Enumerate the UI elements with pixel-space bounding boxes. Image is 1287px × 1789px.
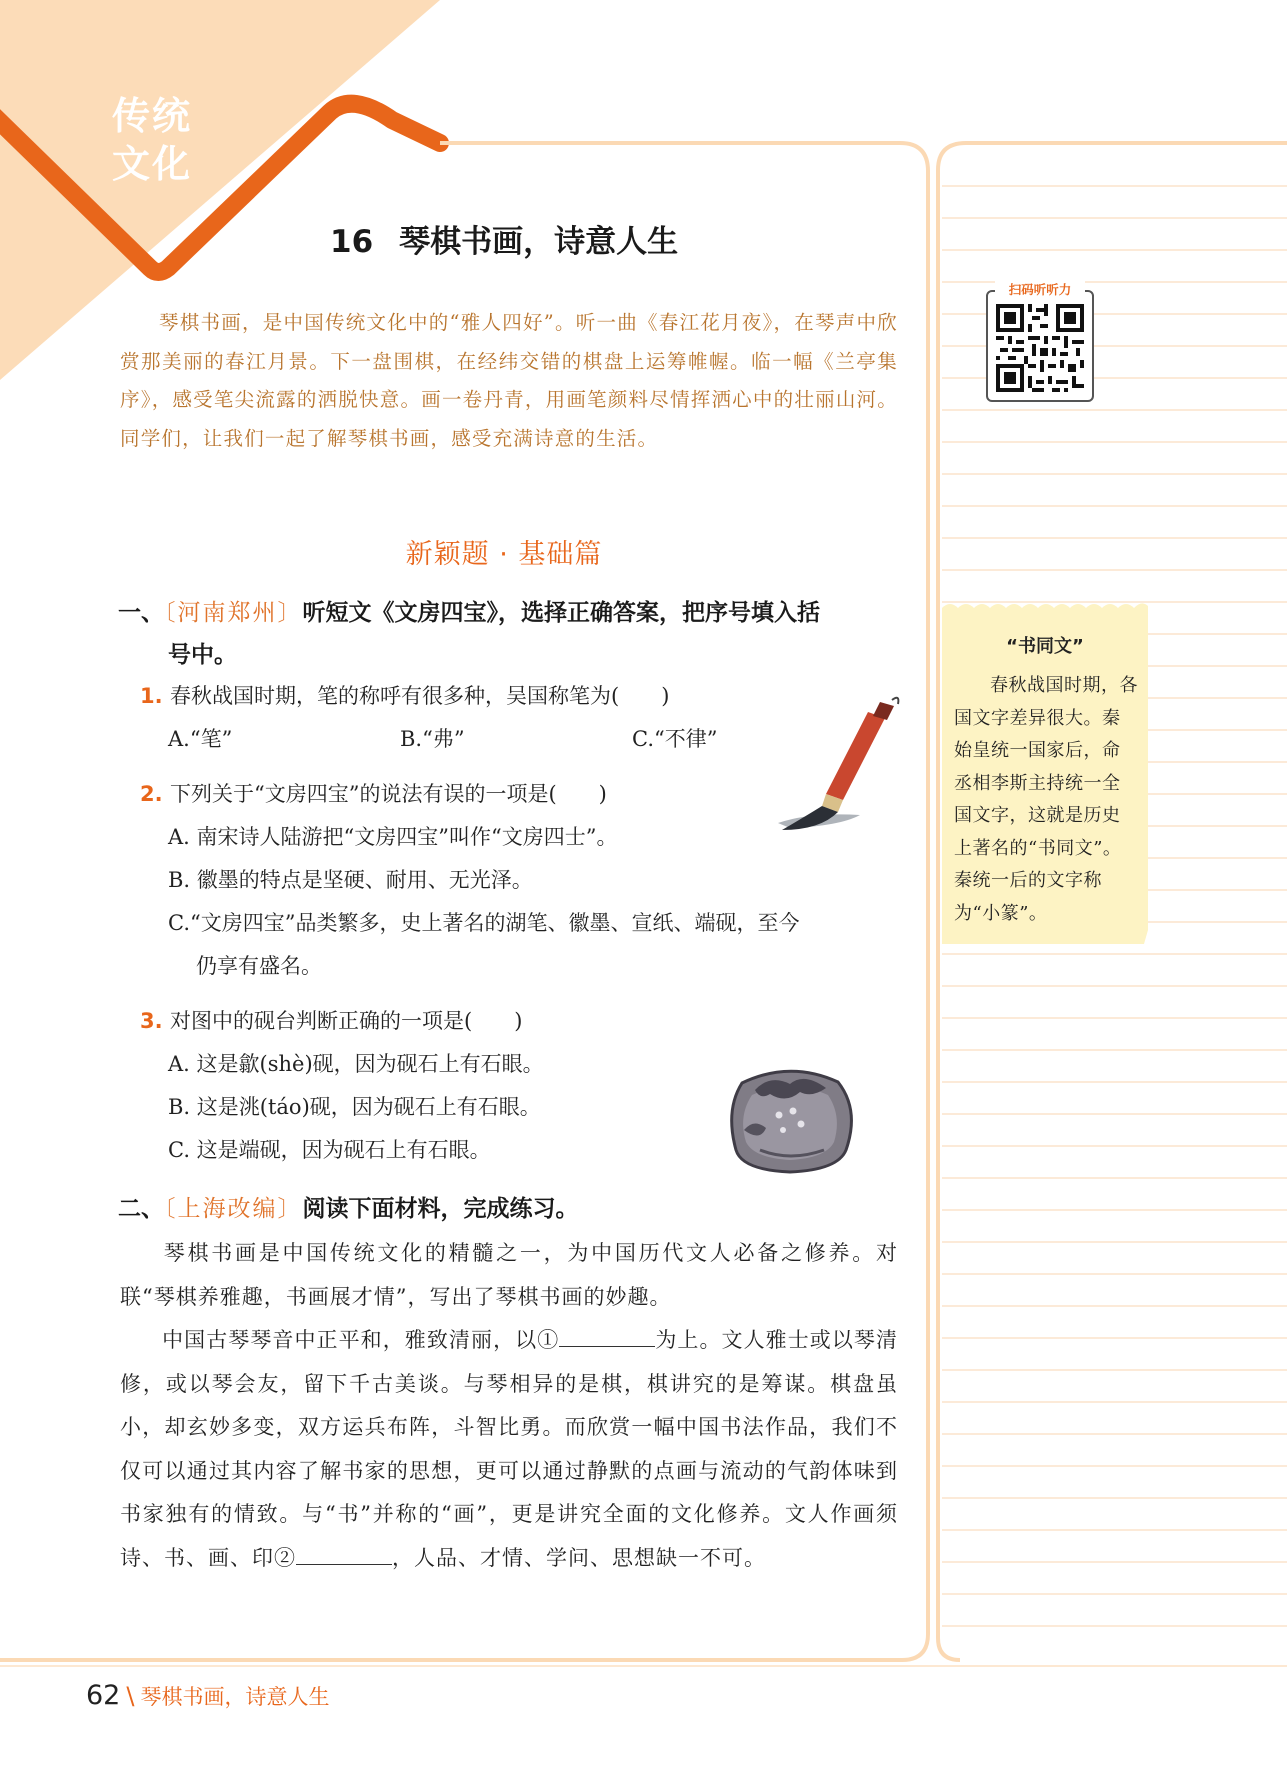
q1-item-1-option-c[interactable]: C.“不律” xyxy=(632,727,718,751)
page-footer xyxy=(86,1680,329,1711)
question-1-source: 〔河南郑州〕 xyxy=(164,600,303,626)
q1-item-3-number: 3. xyxy=(140,1009,163,1033)
reading-paragraph-2 xyxy=(120,1319,898,1580)
q1-item-2-option-a[interactable]: A. 南宋诗人陆游把“文房四宝”叫作“文房四士”。 xyxy=(168,825,618,849)
q1-item-2-option-b[interactable]: B. 徽墨的特点是坚硬、耐用、无光泽。 xyxy=(168,868,533,892)
intro-paragraph: 琴棋书画，是中国传统文化中的“雅人四好”。听一曲《春江花月夜》，在琴声中欣赏那美丽的春江月景。下一盘围棋，在经纬交错的棋盘上运筹帷幄。临一幅《兰亭集序》，感受笔尖流露的洒脱快意。画一卷丹青，用画笔颜料尽情挥洒心中的壮丽山河。同学们，让我们一起了解琴棋书画，感受充满诗意的生活。 xyxy=(120,311,898,450)
lesson-number: 16 xyxy=(330,224,374,260)
q1-item-2-stem xyxy=(140,773,900,815)
lesson-title-text: 琴棋书画，诗意人生 xyxy=(399,224,679,260)
q1-item-2-number: 2. xyxy=(140,782,163,806)
q1-item-1-text: 春秋战国时期，笔的称呼有很多种，吴国称笔为( ) xyxy=(170,684,670,708)
question-2-source: 〔上海改编〕 xyxy=(164,1196,303,1222)
answer-blank-2[interactable] xyxy=(296,1543,392,1565)
q1-item-1-number: 1. xyxy=(140,684,163,708)
page-number: 62 xyxy=(86,1680,121,1711)
question-2-heading xyxy=(118,1188,908,1230)
qr-code-icon[interactable] xyxy=(996,304,1084,392)
question-2-text: 阅读下面材料，完成练习。 xyxy=(302,1196,579,1222)
footer-divider-icon: \ xyxy=(126,1682,135,1710)
q1-item-1-option-b[interactable]: B.“弗” xyxy=(400,727,465,751)
question-1-prefix: 一、 xyxy=(118,600,164,626)
question-2-prefix: 二、 xyxy=(118,1196,164,1222)
q1-item-3-stem xyxy=(140,1000,900,1042)
question-1-text: 听短文《文房四宝》，选择正确答案，把序号填入括 xyxy=(302,600,820,626)
question-1-text-cont: 号中。 xyxy=(168,642,237,668)
q1-item-2-text: 下列关于“文房四宝”的说法有误的一项是( ) xyxy=(170,782,607,806)
category-tag-line2: 文化 xyxy=(112,142,193,186)
question-1-heading xyxy=(118,592,908,676)
lesson-title xyxy=(330,216,678,261)
q1-item-2-option-c[interactable]: C.“文房四宝”品类繁多，史上著名的湖笔、徽墨、宣纸、端砚，至今 xyxy=(168,911,800,935)
category-tag-line1: 传统 xyxy=(112,94,193,138)
reading-paragraph-2-text-b: 为上。文人雅士或以琴清修，或以琴会友，留下千古美谈。与琴相异的是棋，棋讲究的是筹谋。棋盘虽小，却玄妙多变，双方运兵布阵，斗智比勇。而欣赏一幅中国书法作品，我们不仅可以通过其内容了解书家的思想，更可以通过静默的点画与流动的气韵体味到书家独有的情致。与“书”并称的“画”，更是讲究全面的文化修养。文人作画须诗、书、画、印② xyxy=(120,1328,898,1570)
q1-item-2-option-c-cont: 仍享有盛名。 xyxy=(196,954,322,978)
q1-item-1-option-a[interactable]: A.“笔” xyxy=(168,727,233,751)
sidebar-note-text: 春秋战国时期，各国文字差异很大。秦始皇统一国家后，命丞相李斯主持统一全国文字，这就是历史上著名的“书同文”。秦统一后的文字称为“小篆”。 xyxy=(954,675,1138,924)
q1-item-3-text: 对图中的砚台判断正确的一项是( ) xyxy=(170,1009,523,1033)
reading-paragraph-2-text-c: ，人品、才情、学问、思想缺一不可。 xyxy=(392,1545,766,1570)
q1-item-3-option-b[interactable]: B. 这是洮(táo)砚，因为砚石上有石眼。 xyxy=(168,1095,541,1119)
section-title: 新颖题 · 基础篇 xyxy=(405,539,603,570)
q1-item-3-option-a[interactable]: A. 这是歙(shè)砚，因为砚石上有石眼。 xyxy=(168,1052,544,1076)
reading-paragraph-1 xyxy=(120,1232,898,1319)
reading-paragraph-2-text-a: 中国古琴琴音中正平和，雅致清丽，以① xyxy=(162,1328,560,1352)
footer-title: 琴棋书画，诗意人生 xyxy=(140,1685,330,1709)
q1-item-3-option-c[interactable]: C. 这是端砚，因为砚石上有石眼。 xyxy=(168,1138,491,1162)
q1-item-1-stem xyxy=(140,675,900,717)
category-tag xyxy=(112,92,222,188)
answer-blank-1[interactable] xyxy=(559,1325,655,1347)
sidebar-note-title: “书同文” xyxy=(1006,636,1084,657)
reading-paragraph-1-text: 琴棋书画是中国传统文化的精髓之一，为中国历代文人必备之修养。对联“琴棋养雅趣，书画展才情”，写出了琴棋书画的妙趣。 xyxy=(120,1241,898,1309)
inkstone-illustration xyxy=(732,1071,852,1172)
qr-label: 扫码听听力 xyxy=(995,280,1085,298)
